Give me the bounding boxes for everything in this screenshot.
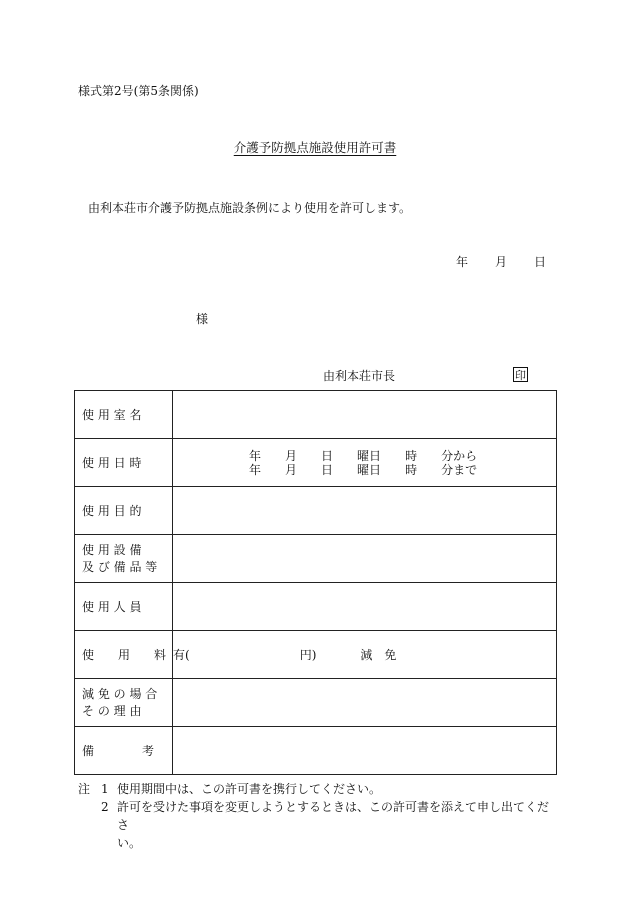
persons-label: 使 用 人 員 (75, 583, 173, 631)
issue-date (456, 255, 546, 269)
issuer-name: 由利本荘市長 (323, 369, 396, 383)
room-name-label: 使 用 室 名 (75, 391, 173, 439)
table-row (75, 631, 557, 679)
recipient-honorific: 様 (196, 312, 209, 326)
usage-purpose-value (173, 487, 557, 535)
exemption-reason-label: 減 免 の 場 合 そ の 理 由 (75, 679, 173, 727)
table-row (75, 487, 557, 535)
note-item: 注 1 使用期間中は、この許可書を携行してください。 (78, 782, 382, 796)
notes (78, 780, 558, 852)
fee-yen-close: 円) (299, 648, 317, 662)
date-month: 月 (495, 255, 508, 269)
table-row (75, 391, 557, 439)
datetime-to: 年 月 日 曜日 時 分まで (249, 462, 478, 477)
seal-mark: 印 (515, 369, 526, 382)
permission-table (74, 390, 557, 775)
fee-exempt: 減 免 (360, 648, 397, 662)
room-name-value (173, 391, 557, 439)
usage-purpose-label: 使 用 目 的 (75, 487, 173, 535)
date-day: 日 (534, 255, 547, 269)
note-continuation: い。 (117, 836, 142, 850)
remarks-label: 備 考 (75, 727, 173, 775)
datetime-from: 年 月 日 曜日 時 分から (249, 448, 478, 463)
equipment-label: 使 用 設 備 及 び 備 品 等 (75, 535, 173, 583)
usage-fee-label: 使 用 料 (75, 631, 173, 679)
table-row (75, 439, 557, 487)
form-number: 様式第2号(第5条関係) (78, 84, 199, 98)
usage-datetime-label: 使 用 日 時 (75, 439, 173, 487)
note-item: 2 許可を受けた事項を変更しようとするときは、この許可書を添えて申し出てくださ (101, 800, 550, 832)
table-row (75, 727, 557, 775)
permission-statement: 由利本荘市介護予防拠点施設条例により使用を許可します。 (88, 201, 412, 215)
persons-value (173, 583, 557, 631)
table-row (75, 679, 557, 727)
document-title: 介護予防拠点施設使用許可書 (233, 140, 397, 155)
remarks-value (173, 727, 557, 775)
equipment-value (173, 535, 557, 583)
fee-paid-open: 有( (173, 648, 190, 662)
date-year: 年 (456, 255, 469, 269)
usage-fee-value (173, 631, 557, 679)
notes-prefix: 注 (78, 782, 91, 796)
table-row (75, 535, 557, 583)
usage-datetime-value (173, 439, 557, 487)
table-row (75, 583, 557, 631)
exemption-reason-value (173, 679, 557, 727)
